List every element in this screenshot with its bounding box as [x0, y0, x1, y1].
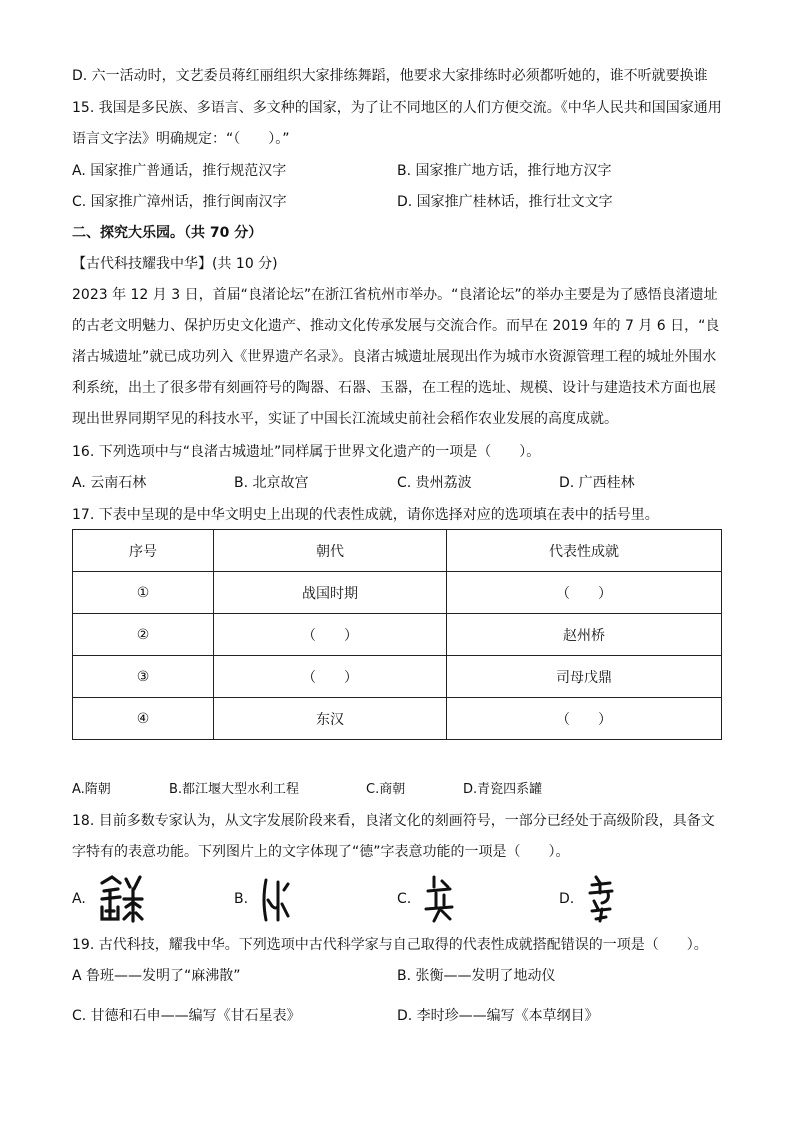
q17-option-c: C.商朝 — [366, 782, 406, 797]
q16-option-b: B. 北京故宫 — [234, 475, 309, 491]
table-cell: （ ） — [447, 572, 722, 614]
table-cell: 司母戊鼎 — [447, 656, 722, 698]
q14-option-d: D. 六一活动时，文艺委员蒋红丽组织大家排练舞蹈，他要求大家排练时必须都听她的，谁不听就要换谁 — [72, 68, 708, 84]
q19-option-c: C. 甘德和石申——编写《甘石星表》 — [72, 1008, 301, 1024]
table-cell: （ ） — [214, 614, 447, 656]
header-cell: 朝代 — [214, 530, 447, 572]
q15-stem-line2: 语言文字法》明确规定：“（ ）。” — [72, 131, 290, 147]
q19-option-b: B. 张衡——发明了地动仪 — [397, 968, 556, 984]
q18-option-b-label: B. — [234, 891, 249, 907]
q18-option-a-label: A. — [72, 891, 86, 907]
q16-option-d: D. 广西桂林 — [559, 475, 635, 491]
q15-option-d: D. 国家推广桂林话，推行壮文文字 — [397, 194, 613, 210]
q15-option-c: C. 国家推广漳州话，推行闽南汉字 — [72, 194, 287, 210]
q18-option-d-label: D. — [559, 891, 575, 907]
q19-option-d: D. 李时珍——编写《本草纲目》 — [397, 1008, 599, 1024]
q17-stem: 17. 下表中呈现的是中华文明史上出现的代表性成就，请你选择对应的选项填在表中的括号里。 — [72, 507, 659, 523]
table-row — [73, 656, 722, 698]
table-cell: （ ） — [447, 698, 722, 740]
table-cell: （ ） — [214, 656, 447, 698]
q16-option-a: A. 云南石林 — [72, 475, 147, 491]
q18-option-d-glyph — [584, 873, 620, 925]
table-row — [73, 614, 722, 656]
subsection-heading: 【古代科技耀我中华】(共 10 分) — [72, 256, 278, 272]
table-header-row — [73, 530, 722, 572]
table-cell: ① — [73, 572, 214, 614]
table-cell: ④ — [73, 698, 214, 740]
q18-option-a-glyph — [96, 873, 146, 925]
table-cell: ② — [73, 614, 214, 656]
header-cell: 代表性成就 — [447, 530, 722, 572]
reading-passage: 2023 年 12 月 3 日，首届“良渚论坛”在浙江省杭州市举办。“良渚论坛”的举办主要是为了感悟良渚遗址的古老文明魅力、保护历史文化遗产、推动文化传承发展与交流合作。而早在 2019 年的 7 月 6 日，“良渚古城遗址”就已成功列入《世界遗产名录》。良渚古城遗址展现出作为城市水资源管理工程的城址外围水利系统，出土了很多带有刻画符号的陶器、石器、玉器，在工程的选址、规模、设计与建造技术方面也展现出世界同期罕见的科技水平，实证了中国长江流域史前社会稻作农业发展的高度成就。 — [72, 287, 720, 427]
q16-stem: 16. 下列选项中与“良渚古城遗址”同样属于世界文化遗产的一项是（ ）。 — [72, 444, 541, 460]
q19-stem: 19. 古代科技，耀我中华。下列选项中古代科学家与自己取得的代表性成就搭配错误的一项是（ ）。 — [72, 937, 708, 953]
q17-option-a: A.隋朝 — [72, 782, 111, 797]
header-cell: 序号 — [73, 530, 214, 572]
table-cell: 战国时期 — [214, 572, 447, 614]
q17-option-b: B.都江堰大型水利工程 — [169, 782, 300, 797]
table-row — [73, 698, 722, 740]
q18-option-c-glyph — [422, 873, 458, 925]
table-cell: 赵州桥 — [447, 614, 722, 656]
q18-stem-line1: 18. 目前多数专家认为，从文字发展阶段来看，良渚文化的刻画符号，一部分已经处于高级阶段，具备文 — [72, 813, 715, 829]
q19-option-a: A 鲁班——发明了“麻沸散” — [72, 968, 241, 984]
achievement-table — [72, 529, 722, 740]
q18-stem-line2: 字特有的表意功能。下列图片上的文字体现了“德”字表意功能的一项是（ ）。 — [72, 844, 570, 860]
q16-option-c: C. 贵州荔波 — [397, 475, 472, 491]
table-cell: 东汉 — [214, 698, 447, 740]
q18-option-c-label: C. — [397, 891, 412, 907]
table-cell: ③ — [73, 656, 214, 698]
section-heading: 二、探究大乐园。（共 70 分） — [72, 225, 263, 241]
q15-stem-line1: 15. 我国是多民族、多语言、多文种的国家，为了让不同地区的人们方便交流。《中华人民共和国国家通用 — [72, 100, 722, 116]
q17-option-d: D.青瓷四系罐 — [463, 782, 543, 797]
q15-option-b: B. 国家推广地方话，推行地方汉字 — [397, 163, 612, 179]
table-row — [73, 572, 722, 614]
q15-option-a: A. 国家推广普通话，推行规范汉字 — [72, 163, 287, 179]
q18-option-b-glyph — [258, 876, 294, 924]
